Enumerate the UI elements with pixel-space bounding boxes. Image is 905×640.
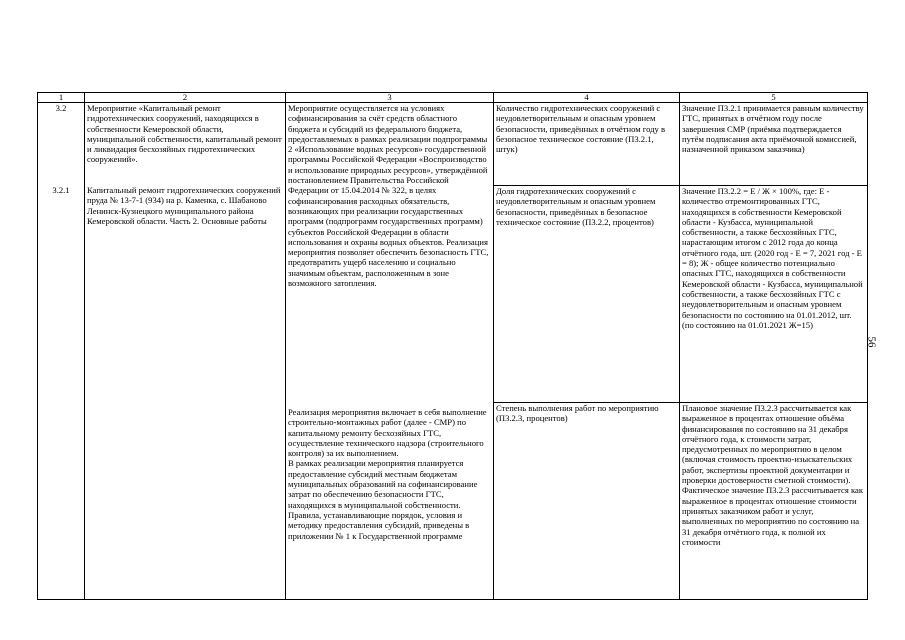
header-col-5: 5 bbox=[680, 93, 868, 103]
item-name-3-2: Мероприятие «Капитальный ремонт гидротехнических сооружений, находящихся в собственности Кемеровской области, муниципальной собственности, капитальный ремонт и ликвидация бесхозяйных гидротехнических сооружений». bbox=[87, 103, 282, 165]
calculation-3-2-3: Плановое значение П3.2.3 рассчитывается как выраженное в процентах отношение объёма финансирования по состоянию на 31 декабря отчётного года, к стоимости затрат, предусмотренных по мероприятию в целом (включая стоимость проектно-изыскательских работ, экспертизы проектной документации и проверки достоверности сметной стоимости). Фактическое значение П3.2.3 рассчитывается как выраженное в процентах отношение стоимости принятых заказчиком работ и услуг, выполненных по мероприятию по состоянию на 31 декабря отчётного года, к полной их стоимости bbox=[682, 403, 863, 547]
description-cell bbox=[286, 103, 494, 600]
description-paragraph-2: Реализация мероприятия включает в себя выполнение строительно-монтажных работ (далее - СМР) по капитальному ремонту бесхозяйных ГТС, осуществление технического надзора (строительного контроля) за их выполнением. bbox=[288, 407, 487, 459]
calc-cell-3 bbox=[680, 403, 868, 600]
calc-cell-1 bbox=[680, 103, 868, 186]
indicator-3-2-3: Степень выполнения работ по мероприятию (П3.2.3, процентов) bbox=[496, 403, 659, 424]
item-number-3-2: 3.2 bbox=[55, 103, 67, 113]
item-name-3-2-1: Капитальный ремонт гидротехнических сооружений пруда № 13-7-1 (934) на р. Каменка, с. Шабаново Ленинск-Кузнецкого муниципального района Кемеровской области. Часть 2. Основные работы bbox=[87, 185, 281, 226]
name-cell bbox=[85, 103, 286, 600]
calculation-3-2-1: Значение П3.2.1 принимается равным количеству ГТС, принятых в отчётном году после завершения СМР (приёмка подтверждается путём подписания акта приёмочной комиссией, назначенной приказом заказчика) bbox=[682, 103, 864, 155]
table-header-row bbox=[38, 93, 868, 103]
indicators-table bbox=[37, 92, 868, 600]
header-col-4: 4 bbox=[494, 93, 680, 103]
header-col-3: 3 bbox=[286, 93, 494, 103]
indicator-3-2-2: Доля гидротехнических сооружений с неудовлетворительным и опасным уровнем безопасности, приведённых в безопасное техническое состояние (П3.2.2, процентов) bbox=[496, 186, 656, 227]
calc-cell-2 bbox=[680, 186, 868, 403]
indicator-cell-1 bbox=[494, 103, 680, 186]
page-number: 56 bbox=[865, 336, 878, 348]
indicator-cell-2 bbox=[494, 186, 680, 403]
item-number-3-2-1: 3.2.1 bbox=[52, 185, 70, 195]
indicator-cell-3 bbox=[494, 403, 680, 600]
calculation-3-2-2: Значение П3.2.2 = Е / Ж × 100%, где: Е - количество отремонтированных ГТС, находящихся в собственности Кемеровской области - Кузбасса, муниципальной собственности, а также бесхозяйных ГТС, нарастающим итогом с 2012 года до конца отчётного года, шт. (2020 год - Е = 7, 2021 год - Е = 8); Ж - общее количество потенциально опасных ГТС, находящихся в собственности Кемеровской области - Кузбасса, муниципальной собственности, а также бесхозяйных ГТС с неудовлетворительным и опасным уровнем безопасности по состоянию на 01.01.2012, шт. (по состоянию на 01.01.2021 Ж=15) bbox=[682, 186, 863, 330]
description-paragraph-1: Мероприятие осуществляется на условиях софинансирования за счёт средств областного бюджета и субсидий из федерального бюджета, предоставляемых в рамках реализации подпрограммы 2 «Использование водных ресурсов» государственной программы Российской Федерации «Воспроизводство и использование природных ресурсов», утверждённой постановлением Правительства Российской Федерации от 15.04.2014 № 322, в целях софинансирования расходных обязательств, возникающих при реализации государственных программ (подпрограмм государственных программ) субъектов Российской Федерации в области использования и охраны водных объектов. Реализация мероприятия позволяет обеспечить безопасность ГТС, предотвратить ущерб населению и социально значимым объектам, расположенным в зоне возможного затопления. bbox=[288, 103, 489, 289]
header-col-2: 2 bbox=[85, 93, 286, 103]
indicator-3-2-1: Количество гидротехнических сооружений с неудовлетворительным и опасным уровнем безопасности, приведённых в отчётном году в безопасное техническое состояние (П3.2.1, штук) bbox=[496, 103, 666, 155]
number-cell bbox=[38, 103, 85, 600]
header-col-1: 1 bbox=[38, 93, 85, 103]
table-row bbox=[38, 103, 868, 186]
description-paragraph-3: В рамках реализации мероприятия планируется предоставление субсидий местным бюджетам муниципальных образований на софинансирование затрат по обеспечению безопасности ГТС, находящихся в муниципальной собственности. Правила, устанавливающие порядок, условия и методику предоставления субсидий, приведены в приложении № 1 к Государственной программе bbox=[288, 458, 478, 541]
